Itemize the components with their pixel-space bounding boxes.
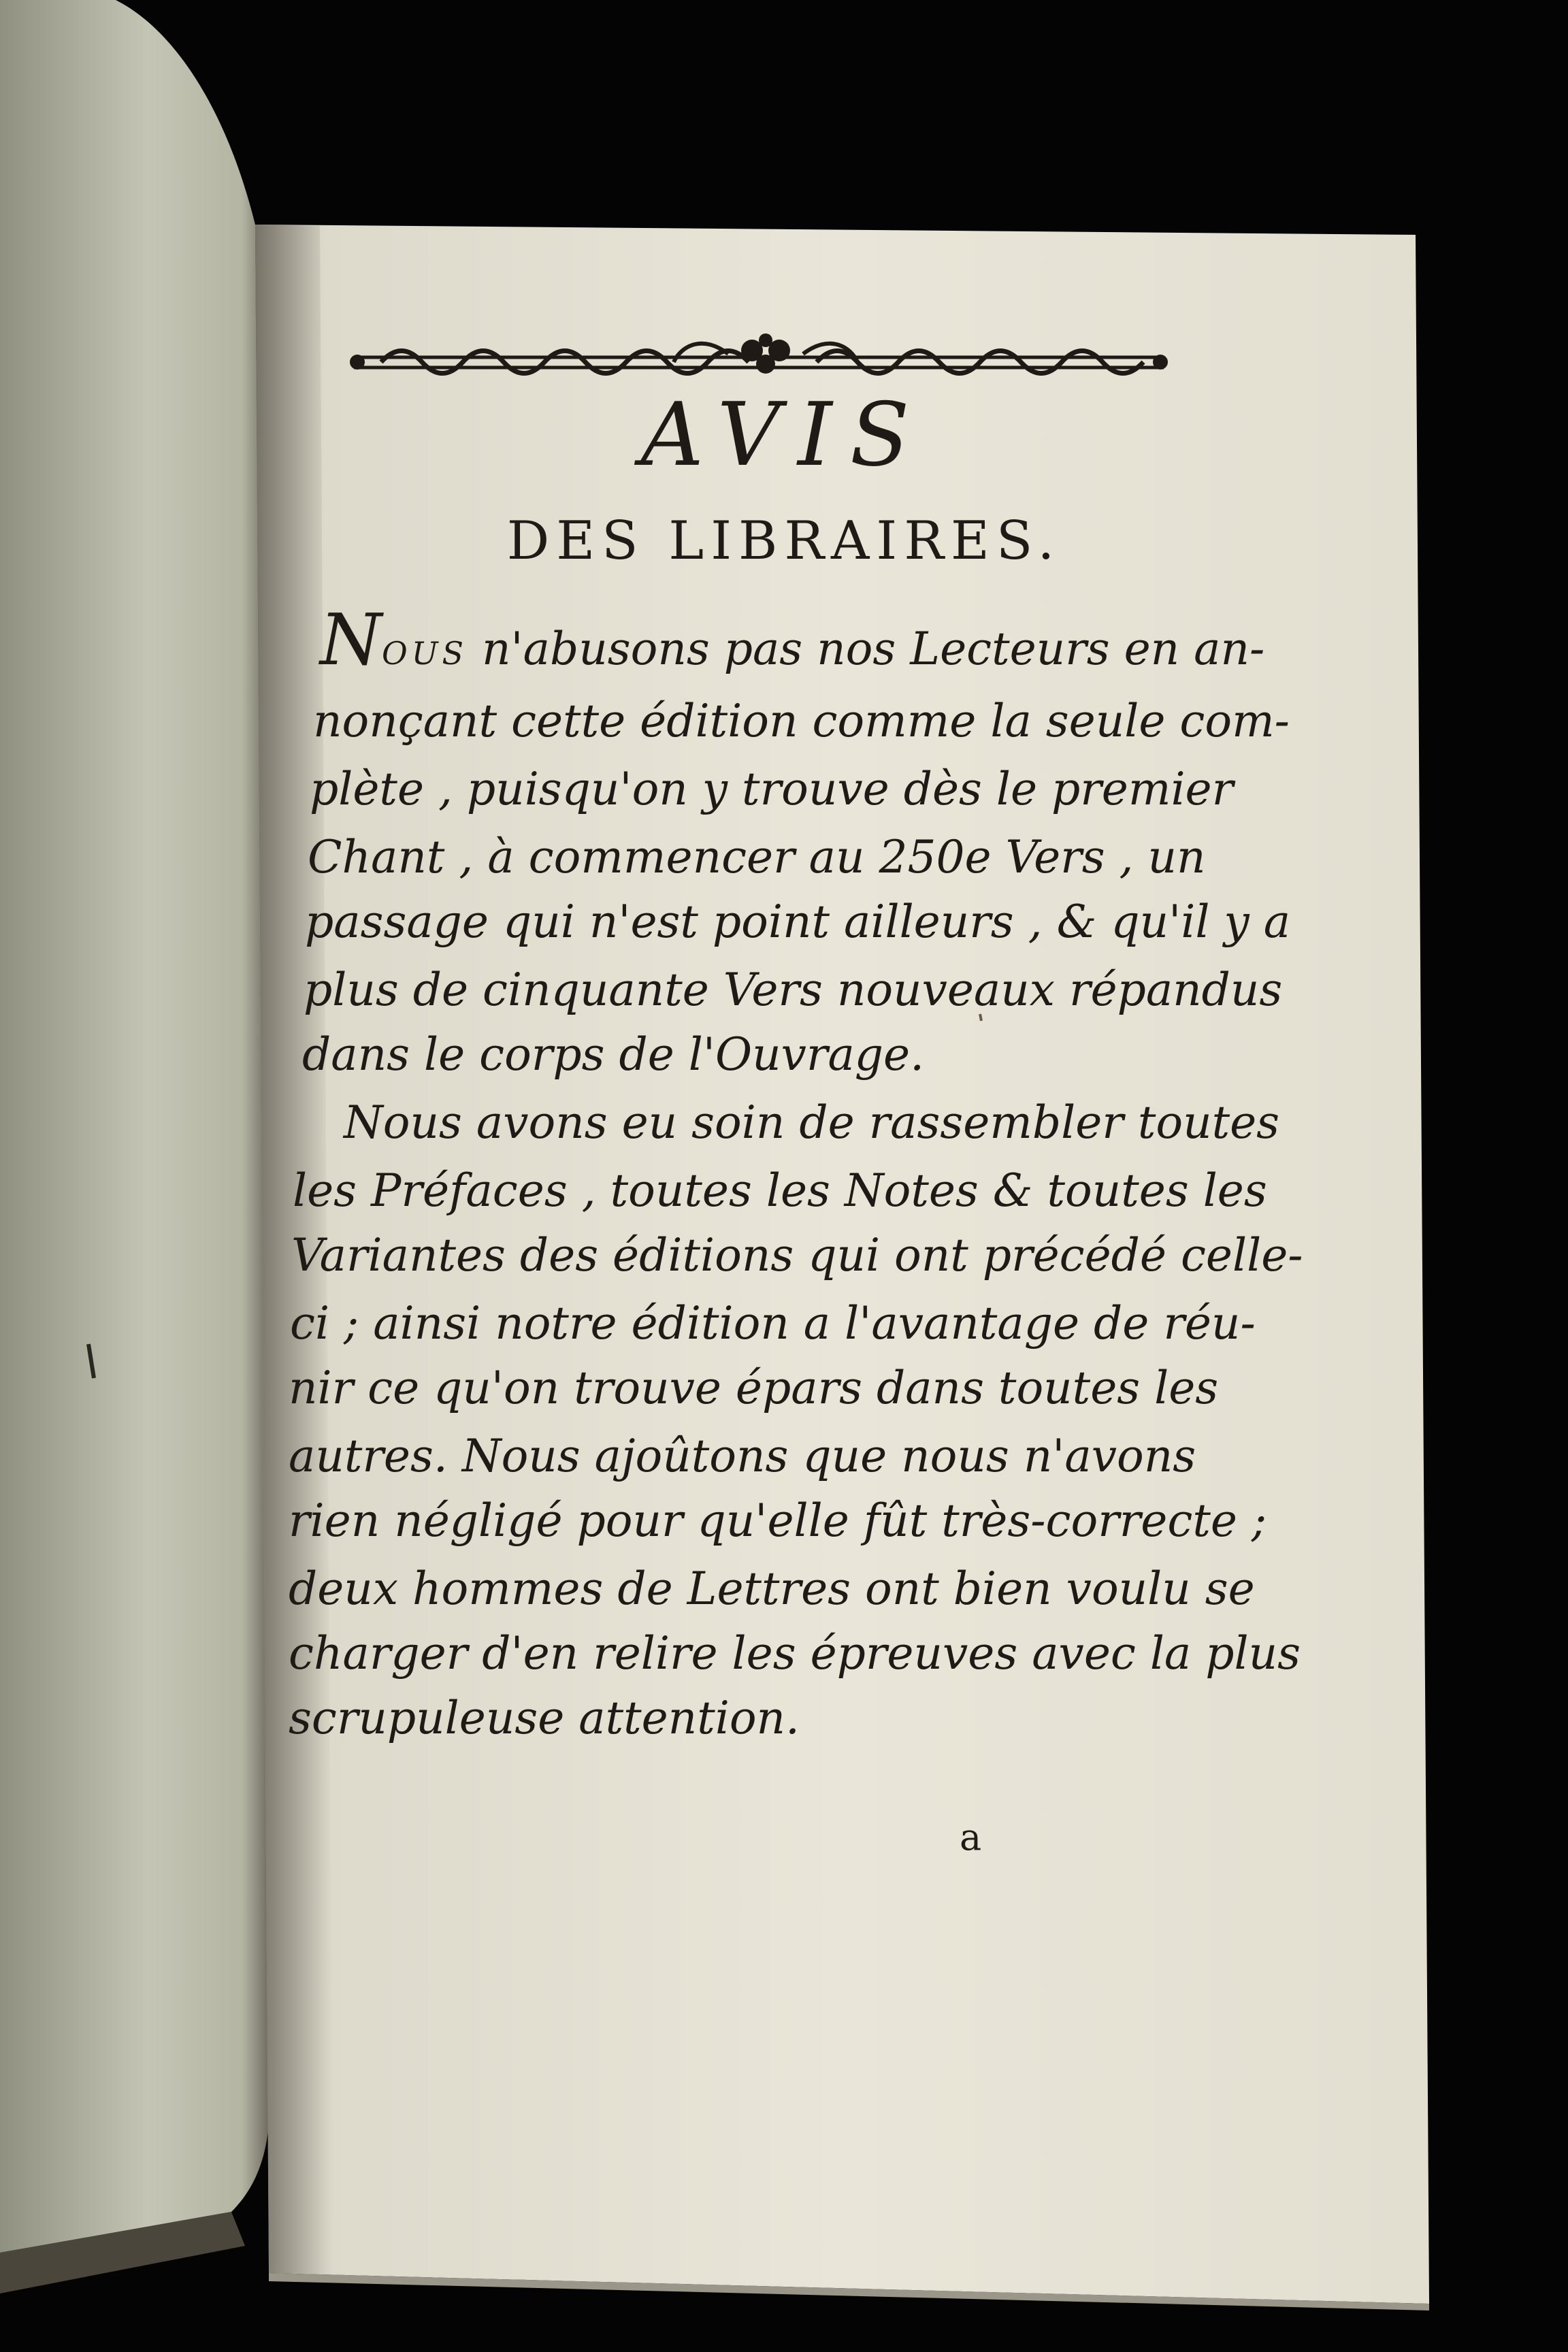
- paragraph-line: Nous avons eu soin de rassembler toutes: [344, 1096, 1280, 1149]
- paragraph-line: rien négligé pour qu'elle fût très-correcte ;: [289, 1494, 1267, 1547]
- page-title: AVIS: [640, 385, 928, 486]
- paragraph-line: les Préfaces , toutes les Notes & toutes les: [293, 1164, 1267, 1217]
- signature-mark: a: [960, 1816, 982, 1859]
- paragraph-line: Variantes des éditions qui ont précédé celle-: [291, 1229, 1303, 1281]
- paragraph-line: deux hommes de Lettres ont bien voulu se: [289, 1563, 1255, 1615]
- paragraph-line: ci ; ainsi notre édition a l'avantage de réu-: [290, 1297, 1256, 1350]
- paragraph-line: charger d'en relire les épreuves avec la plus: [289, 1627, 1301, 1680]
- paragraph-line: scrupuleuse attention.: [289, 1692, 800, 1744]
- paragraph-line: [320, 598, 1265, 681]
- paragraph-line: plète , puisqu'on y trouve dès le premier: [310, 763, 1234, 815]
- paragraph-line: Chant , à commencer au 250e Vers , un: [308, 831, 1206, 883]
- paragraph-line: dans le corps de l'Ouvrage.: [302, 1028, 925, 1081]
- paragraph-line: plus de cinquante Vers nouveaux répandus: [304, 964, 1283, 1016]
- line-text: n'abusons pas nos Lecteurs en an-: [468, 623, 1265, 675]
- paragraph-line: passage qui n'est point ailleurs , & qu'il y a: [305, 896, 1291, 948]
- drop-cap: N: [320, 598, 382, 681]
- page-subtitle: DES LIBRAIRES.: [506, 510, 1062, 572]
- paragraph-line: autres. Nous ajoûtons que nous n'avons: [289, 1430, 1196, 1482]
- paragraph-line: nir ce qu'on trouve épars dans toutes les: [289, 1362, 1219, 1414]
- paragraph-line: nonçant cette édition comme la seule com-: [313, 695, 1290, 747]
- opening-word: ous: [382, 623, 468, 675]
